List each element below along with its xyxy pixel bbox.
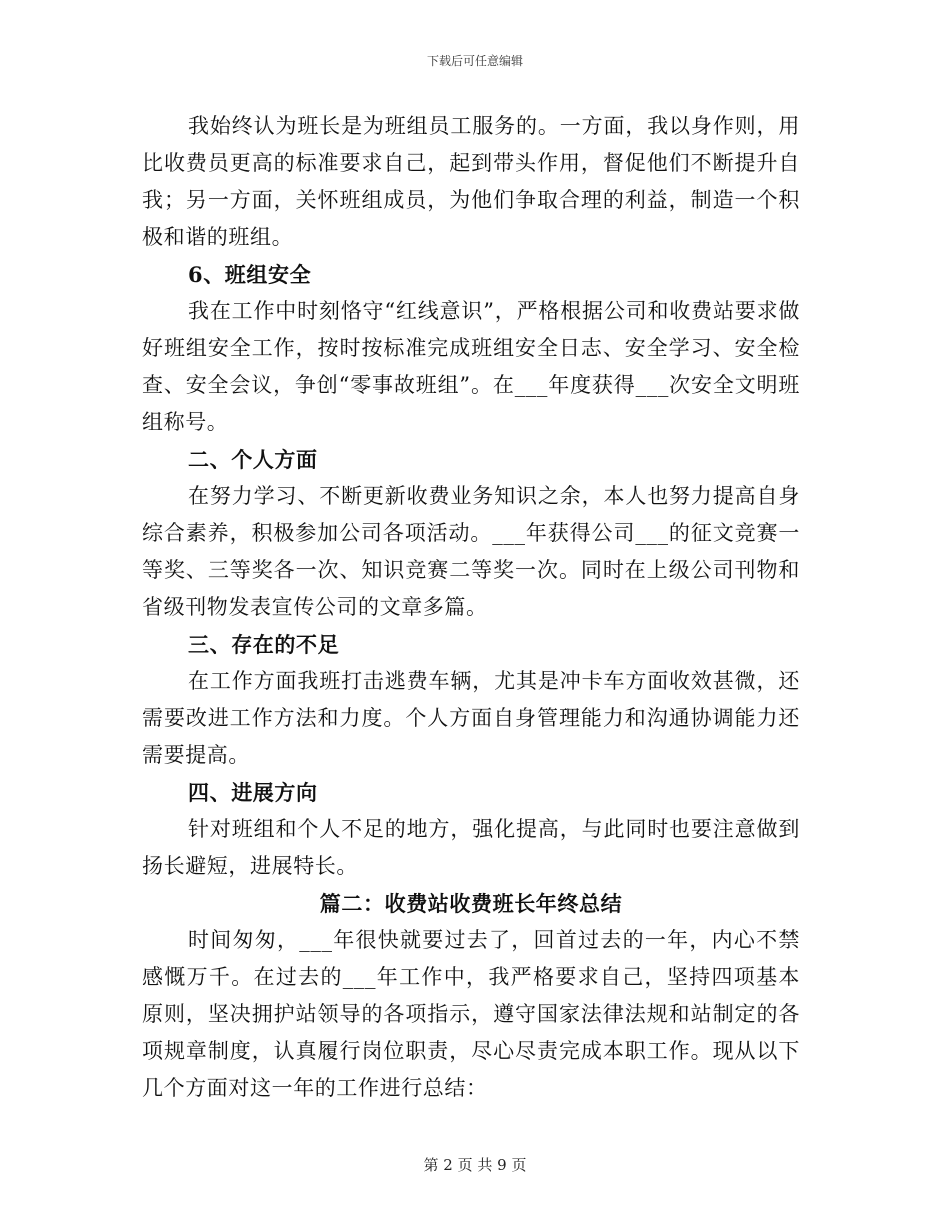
document-body: [142, 108, 800, 1107]
paragraph-chapter-intro: 时间匆匆，___年很快就要过去了，回首过去的一年，内心不禁感慨万千。在过去的___年工作中，我严格要求自己，坚持四项基本原则，坚决拥护站领导的各项指示，遵守国家法律法规和站制定的各项规章制度，认真履行岗位职责，尽心尽责完成本职工作。现从以下几个方面对这一年的工作进行总结：: [142, 928, 800, 1100]
section-heading-safety: 6、班组安全: [188, 262, 312, 287]
section-heading-personal: 二、个人方面: [188, 447, 318, 472]
section-heading-direction: 四、进展方向: [188, 780, 318, 805]
paragraph-service: 我始终认为班长是为班组员工服务的。一方面，我以身作则，用比收费员更高的标准要求自己，起到带头作用，督促他们不断提升自我；另一方面，关怀班组成员，为他们争取合理的利益，制造一个积极和谐的班组。: [142, 114, 800, 249]
paragraph-safety: 我在工作中时刻恪守“红线意识”，严格根据公司和收费站要求做好班组安全工作，按时按标准完成班组安全日志、安全学习、安全检查、安全会议，争创“零事故班组”。在___年度获得___次安全文明班组称号。: [142, 299, 800, 434]
section-heading-shortcomings: 三、存在的不足: [188, 632, 340, 657]
paragraph-shortcomings: 在工作方面我班打击逃费车辆，尤其是冲卡车方面收效甚微，还需要改进工作方法和力度。个人方面自身管理能力和沟通协调能力还需要提高。: [142, 669, 800, 767]
page-footer: 第 2 页 共 9 页: [423, 1156, 527, 1174]
chapter-title: 篇二：收费站收费班长年终总结: [319, 891, 623, 916]
page-header: 下载后可任意编辑: [426, 54, 523, 68]
paragraph-direction: 针对班组和个人不足的地方，强化提高，与此同时也要注意做到扬长避短，进展特长。: [142, 817, 800, 878]
paragraph-personal: 在努力学习、不断更新收费业务知识之余，本人也努力提高自身综合素养，积极参加公司各项活动。___年获得公司___的征文竞赛一等奖、三等奖各一次、知识竞赛二等奖一次。同时在上级公司刊物和省级刊物发表宣传公司的文章多篇。: [142, 484, 800, 619]
